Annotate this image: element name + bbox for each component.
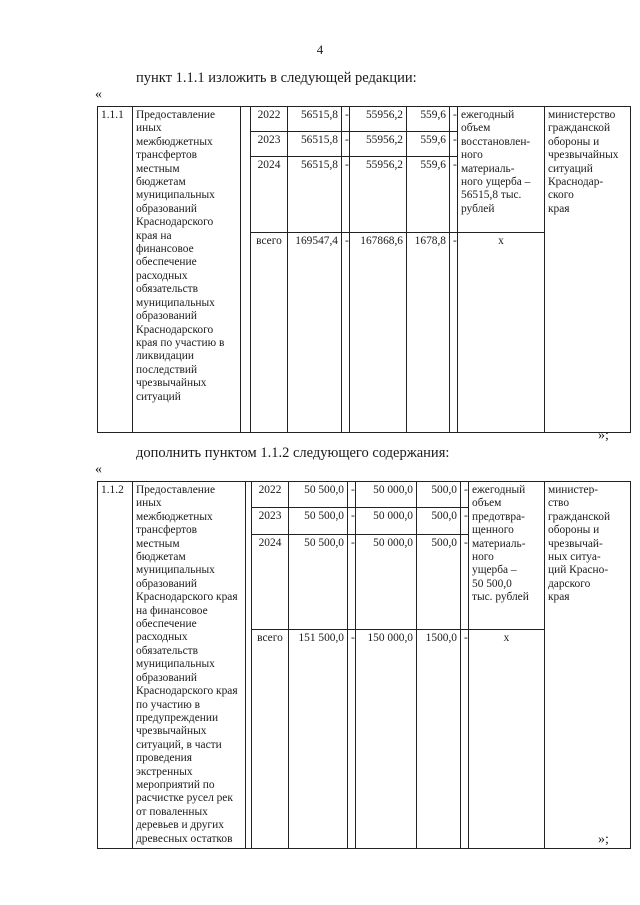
section2-intro: дополнить пунктом 1.1.2 следующего содержания:: [136, 445, 450, 461]
federal-cell: -: [342, 107, 350, 132]
total-cell: 50 500,0: [289, 534, 348, 629]
year-cell: 2024: [251, 157, 288, 233]
federal-cell: -: [342, 132, 350, 157]
result-description: ежегодный объем восстановлен- ного материаль- ного ущерба – 56515,8 тыс. рублей: [458, 107, 545, 233]
total-cell: 50 500,0: [289, 482, 348, 508]
page-number: 4: [316, 42, 324, 57]
regional-cell: 50 000,0: [356, 482, 417, 508]
local-cell: 1500,0: [417, 629, 461, 848]
section1-open-quote: «: [95, 87, 102, 102]
regional-cell: 167868,6: [350, 233, 407, 433]
year-cell: 2022: [251, 107, 288, 132]
total-cell: 56515,8: [288, 132, 342, 157]
other-cell: -: [461, 534, 469, 629]
result-description: ежегодный объем предотвра- щенного материаль- ного ущерба – 50 500,0 тыс. рублей: [469, 482, 545, 630]
year-cell: 2023: [252, 508, 289, 534]
year-cell: 2022: [252, 482, 289, 508]
section1-close-quote: »;: [598, 428, 609, 443]
section1-intro: пункт 1.1.1 изложить в следующей редакции:: [136, 70, 417, 86]
regional-cell: 150 000,0: [356, 629, 417, 848]
federal-cell: -: [348, 508, 356, 534]
federal-cell: -: [348, 629, 356, 848]
executor: министер- ство гражданской обороны и чрезвычай- ных ситуа- ций Красно- дарского края: [545, 482, 631, 849]
result-value: x: [469, 629, 545, 848]
section2-open-quote: «: [95, 462, 102, 477]
section2-close-quote: »;: [598, 832, 609, 847]
executor: министерство гражданской обороны и чрезвычайных ситуаций Краснодар- ского края: [545, 107, 631, 433]
table-row: [98, 482, 631, 508]
other-cell: -: [450, 157, 458, 233]
local-cell: 559,6: [407, 107, 450, 132]
regional-cell: 50 000,0: [356, 508, 417, 534]
item-code: 1.1.1: [98, 107, 133, 433]
federal-cell: -: [348, 534, 356, 629]
total-cell: 56515,8: [288, 107, 342, 132]
federal-cell: -: [342, 233, 350, 433]
item-description: Предоставление иных межбюджетных трансфертов местным бюджетам муниципальных образований Краснодарского края на финансовое обеспечение расходных обязательств муниципальных образований Краснодарского края по участию в предупреждении чрезвычайных ситуаций, в части проведения экстренных мероприятий по расчистке русел рек от поваленных деревьев и других древесных остатков: [133, 482, 246, 849]
total-cell: 169547,4: [288, 233, 342, 433]
result-value: x: [458, 233, 545, 433]
local-cell: 500,0: [417, 508, 461, 534]
other-cell: -: [461, 508, 469, 534]
item-description: Предоставление иных межбюджетных трансфертов местным бюджетам муниципальных образований Краснодарского края на финансовое обеспечение расходных обязательств муниципальных образований Краснодарского края по участию в ликвидации последствий чрезвычайных ситуаций: [133, 107, 241, 433]
total-cell: 56515,8: [288, 157, 342, 233]
local-cell: 500,0: [417, 482, 461, 508]
other-cell: -: [461, 629, 469, 848]
regional-cell: 55956,2: [350, 107, 407, 132]
other-cell: -: [461, 482, 469, 508]
regional-cell: 50 000,0: [356, 534, 417, 629]
total-cell: 50 500,0: [289, 508, 348, 534]
section2-table: [97, 481, 631, 849]
federal-cell: -: [342, 157, 350, 233]
total-label: всего: [251, 233, 288, 433]
section1-table: [97, 106, 631, 433]
table-row: [98, 107, 631, 132]
other-cell: -: [450, 132, 458, 157]
total-cell: 151 500,0: [289, 629, 348, 848]
local-cell: 559,6: [407, 157, 450, 233]
year-cell: 2023: [251, 132, 288, 157]
federal-cell: -: [348, 482, 356, 508]
year-cell: 2024: [252, 534, 289, 629]
item-code: 1.1.2: [98, 482, 133, 849]
local-cell: 559,6: [407, 132, 450, 157]
regional-cell: 55956,2: [350, 157, 407, 233]
local-cell: 1678,8: [407, 233, 450, 433]
spacer-cell: [241, 107, 251, 433]
other-cell: -: [450, 107, 458, 132]
local-cell: 500,0: [417, 534, 461, 629]
regional-cell: 55956,2: [350, 132, 407, 157]
other-cell: -: [450, 233, 458, 433]
total-label: всего: [252, 629, 289, 848]
